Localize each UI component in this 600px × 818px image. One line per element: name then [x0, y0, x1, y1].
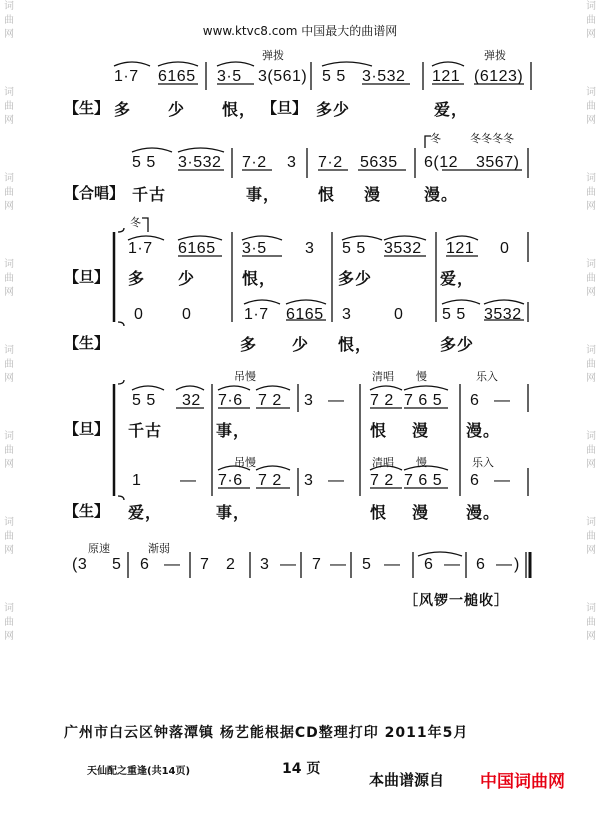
note: 121 — [432, 68, 461, 85]
piece-title: 天仙配之重逢(共14页) — [87, 766, 191, 777]
note: 7·6 — [218, 392, 243, 409]
note: — — [384, 556, 401, 573]
tempo-annotation: 乐入 — [472, 456, 494, 469]
tempo-annotation: 渐弱 — [148, 542, 170, 555]
note: 7 — [312, 556, 322, 573]
note: 7 6 5 — [404, 472, 443, 489]
lyric: 恨 — [370, 503, 388, 522]
note: — — [494, 472, 511, 489]
lyric: 多少 — [338, 269, 373, 288]
note: 7 6 5 — [404, 392, 443, 409]
note: 7·6 — [218, 472, 243, 489]
note: 6 — [470, 392, 480, 409]
tempo-annotation: 清唱 — [372, 456, 394, 469]
source-name: 中国词曲网 — [480, 772, 565, 792]
lyric: 恨， — [242, 269, 277, 288]
note: — — [164, 556, 181, 573]
note: 3 — [287, 154, 297, 171]
lyric: 少 — [292, 335, 310, 354]
note: 3·532 — [362, 68, 406, 85]
lyric: 漫。 — [466, 421, 501, 440]
lyric: 千古 — [132, 185, 167, 204]
note: — — [496, 556, 513, 573]
gong-annotation: 冬冬冬冬 — [470, 132, 514, 145]
note: (3 — [72, 556, 88, 573]
tempo-annotation: 原速 — [88, 542, 110, 555]
lyric: 事， — [216, 503, 251, 522]
note: 5 5 — [442, 306, 466, 323]
note: (6123) — [474, 68, 524, 85]
note: 3 — [305, 240, 315, 257]
note: 7 — [200, 556, 210, 573]
note: 6165 — [158, 68, 196, 85]
note: 3 — [260, 556, 270, 573]
lyric: 多少 — [440, 335, 475, 354]
lyric: 多 — [114, 100, 132, 119]
lyric: 多 — [240, 335, 258, 354]
note: 3(561) — [258, 68, 308, 85]
lyric: 恨 — [318, 185, 336, 204]
note: 5 5 — [132, 392, 156, 409]
tempo-annotation: 吊慢 — [234, 456, 256, 469]
tempo-annotation: 慢 — [416, 456, 427, 469]
pluck-annotation: 弹拨 — [484, 49, 506, 62]
lyric: 爱， — [440, 269, 475, 288]
note: — — [444, 556, 461, 573]
note: 2 — [226, 556, 236, 573]
role-label: 【生】 — [64, 99, 110, 117]
lyric: 事， — [216, 421, 251, 440]
note: 3532 — [484, 306, 522, 323]
note: 121 — [446, 240, 475, 257]
source-label: 本曲谱源自 — [369, 771, 445, 789]
note: 3 — [304, 392, 314, 409]
note: — — [280, 556, 297, 573]
pluck-annotation: 弹拨 — [262, 49, 284, 62]
note: 6(12 — [424, 154, 459, 171]
tempo-annotation: 清唱 — [372, 370, 394, 383]
note: 1 — [132, 472, 142, 489]
gong-annotation: 冬 — [130, 216, 141, 229]
note: ) — [514, 556, 520, 573]
note: — — [494, 392, 511, 409]
note: 1·7 — [128, 240, 153, 257]
note: 7·2 — [242, 154, 267, 171]
header-url: www.ktvc8.com 中国最大的曲谱网 — [202, 24, 398, 38]
note: 5 — [362, 556, 372, 573]
lyric: 少 — [168, 100, 186, 119]
lyric: 恨， — [338, 335, 373, 354]
lyric: 漫。 — [466, 503, 501, 522]
note: 5 5 — [132, 154, 156, 171]
role-label: 【生】 — [64, 334, 110, 352]
note: 6165 — [286, 306, 324, 323]
note: 3 — [304, 472, 314, 489]
role-label: 【合唱】 — [64, 184, 125, 202]
role-label: 【旦】 — [64, 420, 110, 438]
lyric: 爱， — [128, 503, 163, 522]
lyric: 多 — [128, 269, 146, 288]
role-label: 【旦】 — [64, 268, 110, 286]
note: 7·2 — [318, 154, 343, 171]
lyric: 恨， — [222, 100, 257, 119]
note: — — [328, 392, 345, 409]
note: 3532 — [384, 240, 422, 257]
tempo-annotation: 乐入 — [476, 370, 498, 383]
lyric: 多少 — [316, 100, 351, 119]
watermark-right: 词 曲 网 词 曲 网 词 曲 网 词 曲 网 词 曲 网 词 曲 网 词 曲 网 词 曲 网 — [586, 1, 596, 642]
note: 7 2 — [370, 392, 394, 409]
note: 7 2 — [258, 392, 282, 409]
lyric: 漫。 — [424, 185, 459, 204]
note: 6 — [424, 556, 434, 573]
note: 0 — [394, 306, 404, 323]
ending-instruction: ［风锣一槌收］ — [404, 593, 509, 609]
role-label: 【生】 — [64, 502, 110, 520]
note: — — [328, 472, 345, 489]
lyric: 事， — [246, 185, 281, 204]
note: 5 5 — [342, 240, 366, 257]
note: 3567) — [476, 154, 520, 171]
note: 0 — [500, 240, 510, 257]
tempo-annotation: 吊慢 — [234, 370, 256, 383]
note: 6 — [140, 556, 150, 573]
note: 7 2 — [258, 472, 282, 489]
tempo-annotation: 慢 — [416, 370, 427, 383]
note: — — [180, 472, 197, 489]
lyric: 漫 — [412, 421, 430, 440]
lyric: 漫 — [412, 503, 430, 522]
note: 5 5 — [322, 68, 346, 85]
note: — — [330, 556, 347, 573]
watermark-left: 词 曲 网 词 曲 网 词 曲 网 词 曲 网 词 曲 网 词 曲 网 词 曲 网 词 曲 网 — [4, 1, 14, 642]
note: 5 — [112, 556, 122, 573]
role-label: 【旦】 — [262, 99, 308, 117]
note: 6 — [470, 472, 480, 489]
note: 3·532 — [178, 154, 222, 171]
lyric: 少 — [178, 269, 196, 288]
note: 3 — [342, 306, 352, 323]
gong-annotation: 冬 — [430, 132, 441, 145]
note: 0 — [134, 306, 144, 323]
note: 0 — [182, 306, 192, 323]
note: 1·7 — [244, 306, 269, 323]
note: 6165 — [178, 240, 216, 257]
note: 3·5 — [217, 68, 242, 85]
lyric: 爱， — [434, 100, 469, 119]
credit-line: 广州市白云区钟落潭镇 杨艺能根据CD整理打印 2011年5月 — [64, 725, 469, 741]
lyric: 千古 — [128, 421, 163, 440]
lyric: 恨 — [370, 421, 388, 440]
note: 7 2 — [370, 472, 394, 489]
note: 6 — [476, 556, 486, 573]
page-number: 14 页 — [282, 761, 321, 777]
note: 32 — [182, 392, 201, 409]
note: 3·5 — [242, 240, 267, 257]
lyric: 漫 — [364, 185, 382, 204]
note: 5635 — [360, 154, 398, 171]
note: 1·7 — [114, 68, 139, 85]
